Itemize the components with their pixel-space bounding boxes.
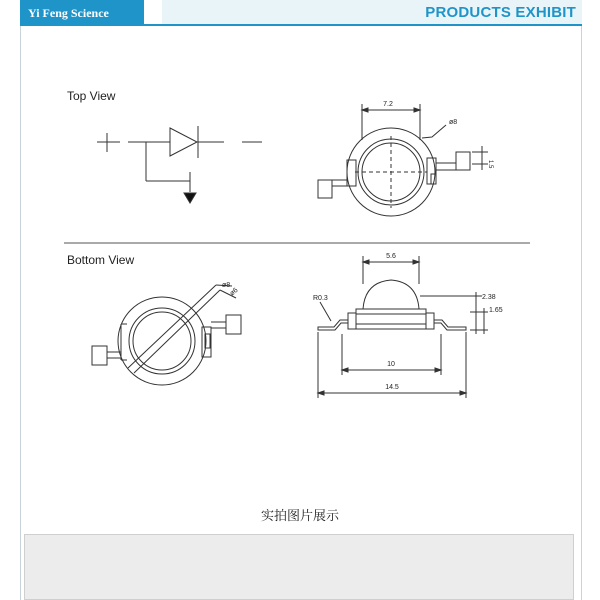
side-view-package [318,256,488,398]
dim-radius-label: R0.3 [313,295,328,302]
dim-diameter-inner-label: ø6 [228,286,240,298]
dim-dome-label: 5.6 [386,253,396,260]
bottom-view-title: Bottom View [67,253,135,267]
dim-diameter-outer-label: ø8 [222,282,231,289]
product-photo [24,534,574,600]
header-title: PRODUCTS EXHIBIT [425,4,576,21]
bottom-view-package [92,285,241,385]
top-view-title: Top View [67,89,116,103]
dim-diameter-label: ø8 [449,119,458,126]
dim-tab-label: 1.5 [487,160,493,169]
top-view-package [318,104,488,216]
diode-symbol [97,126,262,203]
photo-caption: 实拍图片展示 [260,508,339,523]
dim-width-label: 7.2 [383,101,393,108]
dim-height-body-label: 1.65 [489,307,503,314]
dim-inner-width-label: 10 [387,361,395,368]
dim-height-total-label: 2.38 [482,294,496,301]
dim-outer-width-label: 14.5 [385,384,399,391]
brand-logo: Yi Feng Science [20,0,144,26]
